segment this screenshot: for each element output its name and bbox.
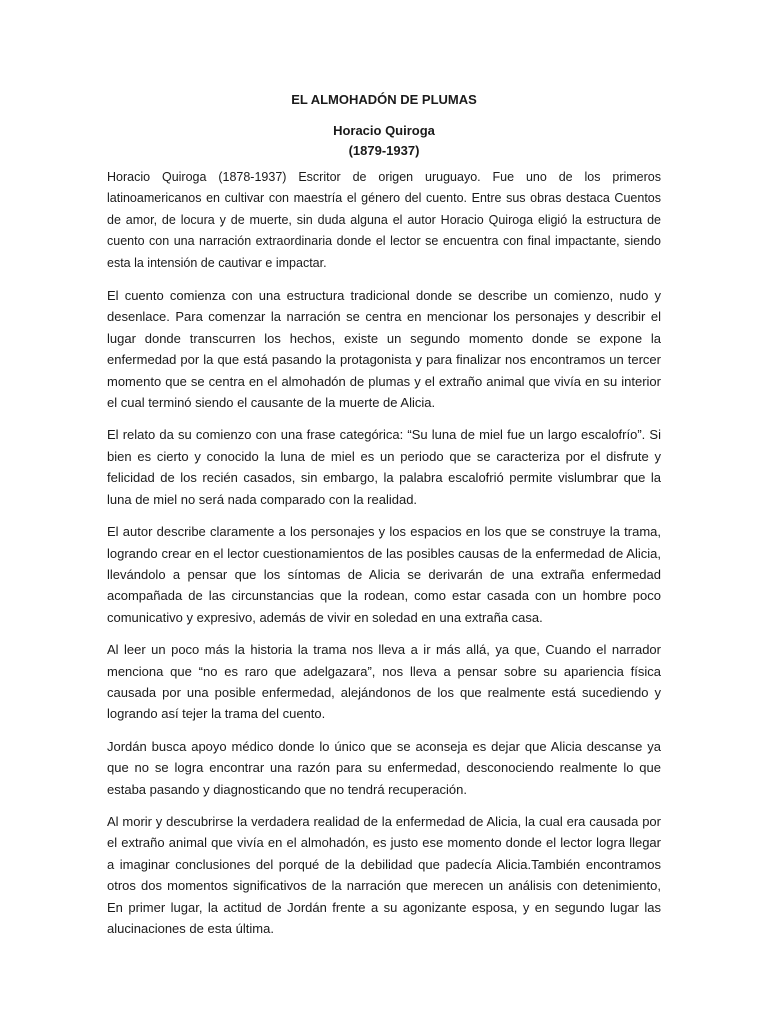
document-author: Horacio Quiroga <box>333 123 435 138</box>
paragraph-5: Al leer un poco más la historia la trama nos lleva a ir más allá, ya que, Cuando el narrador menciona que “no es raro que adelgazara”, nos lleva a pensar sobre su apariencia física causada por una posible enfermedad, alejándonos de los que realmente está sucediendo y logrando así tejer la trama del cuento. <box>107 642 661 722</box>
paragraph-4: El autor describe claramente a los personajes y los espacios en los que se construye la trama, logrando crear en el lector cuestionamientos de las posibles causas de la enfermedad de Alicia, llevándolo a pensar que los síntomas de Alicia se derivarán de una extraña enfermedad acompañada de las circunstancias que la rodean, como estar casada con un hombre poco comunicativo y expresivo, además de vivir en soledad en una extraña casa. <box>107 524 661 625</box>
paragraph-3: El relato da su comienzo con una frase categórica: “Su luna de miel fue un largo escalofrío”. Si bien es cierto y conocido la luna de miel es un periodo que se caracteriza por el disfrute y felicidad de los recién casados, sin embargo, la palabra escalofrió permite vislumbrar que la luna de miel no será nada comparado con la realidad. <box>107 427 661 507</box>
paragraph-2: El cuento comienza con una estructura tradicional donde se describe un comienzo, nudo y desenlace. Para comenzar la narración se centra en mencionar los personajes y describir el lugar donde transcurren los hechos, existe un segundo momento donde se expone la enfermedad por la que está pasando la protagonista y para finalizar nos encontramos un tercer momento que se centra en el almohadón de plumas y el extraño animal que vivía en su interior el cual terminó siendo el causante de la muerte de Alicia. <box>107 288 661 411</box>
author-years: (1879-1937) <box>348 143 420 158</box>
paragraph-1: Horacio Quiroga (1878-1937) Escritor de origen uruguayo. Fue uno de los primeros latinoamericanos en cultivar con maestría el género del cuento. Entre sus obras destaca Cuentos de amor, de locura y de muerte, sin duda alguna el autor Horacio Quiroga eligió la estructura de cuento con una narración extraordinaria donde el lector se encuentra con final impactante, siendo esta la intensión de cautivar e impactar. <box>107 170 661 270</box>
document-title: EL ALMOHADÓN DE PLUMAS <box>291 92 477 107</box>
paragraph-6: Jordán busca apoyo médico donde lo único que se aconseja es dejar que Alicia descanse ya que no se logra encontrar una razón para su enfermedad, desconociendo realmente lo que estaba pasando y diagnosticando que no tendrá recuperación. <box>107 738 661 797</box>
paragraph-7: Al morir y descubrirse la verdadera realidad de la enfermedad de Alicia, la cual era causada por el extraño animal que vivía en el almohadón, es justo ese momento donde el lector logra llegar a imaginar conclusiones del porqué de la debilidad que padecía Alicia.También encontramos otros dos momentos significativos de la narración que merecen un análisis con detenimiento, En primer lugar, la actitud de Jordán frente a su agonizante esposa, y en segundo lugar las alucinaciones de esta última. <box>107 813 661 936</box>
